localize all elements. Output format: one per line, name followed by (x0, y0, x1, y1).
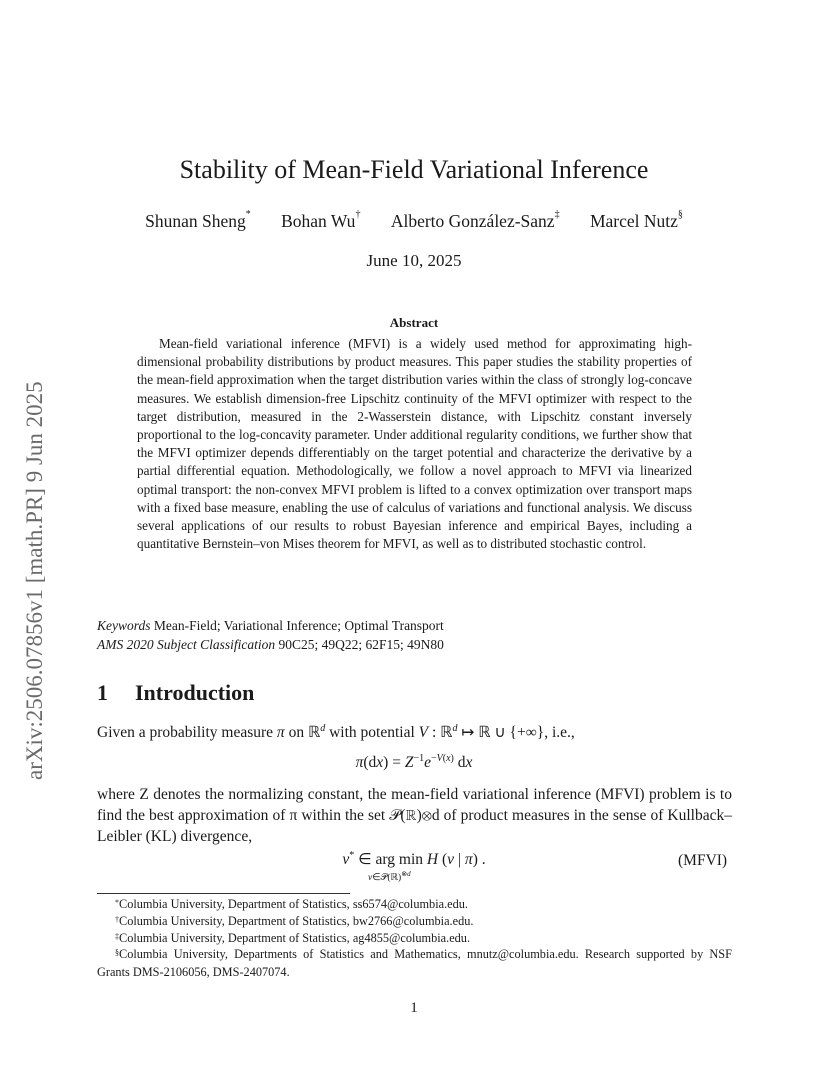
paper-title: Stability of Mean-Field Variational Inference (179, 155, 649, 184)
equation-tag: (MFVI) (678, 852, 728, 869)
author: Marcel Nutz§ (589, 209, 683, 231)
ams-label: AMS 2020 Subject Classification (97, 637, 276, 652)
section-heading (97, 680, 254, 706)
abstract-heading: Abstract (389, 315, 439, 330)
ams-classification (97, 637, 444, 653)
section-title: Introduction (135, 680, 255, 705)
page-number: 1 (410, 1000, 418, 1016)
section-number: 1 (97, 680, 108, 705)
author: Alberto González-Sanz‡ (390, 209, 560, 231)
intro-paragraph-1: Given a probability measure π on ℝ$^d$ with potential V : ℝ$^d$ ↦ ℝ ∪ {+∞}, i.e., (97, 723, 575, 742)
publication-date: June 10, 2025 (366, 251, 462, 270)
ams-codes: 90C25; 49Q22; 62F15; 49N80 (278, 637, 444, 652)
keywords-label: Keywords (97, 618, 151, 633)
keywords-text: Mean-Field; Variational Inference; Optimal Transport (153, 618, 444, 633)
author: Shunan Sheng* (145, 209, 251, 231)
arxiv-id: arXiv:2506.07856v1 [math.PR] 9 Jun 2025 (22, 381, 47, 780)
abstract-text: Mean-field variational inference (MFVI) is a widely used method for approximating high-dimensional probability distributions by product measures. This paper studies the stability properties of the mean-field approximation when the target distribution varies within the class of strongly log-concave measures. We establish dimension-free Lipschitz continuity of the MFVI optimizer with respect to the target distribution, measured in the 2-Wasserstein distance, with Lipschitz constant inversely proportional to the log-concavity parameter. Under additional regularity conditions, we further show that the MFVI optimizer depends differentiably on the target potential and characterize the derivative by a partial differential equation. Methodologically, we follow a novel approach to MFVI via linearized optimal transport: the non-convex MFVI problem is lifted to a convex optimization over transport maps with a fixed base measure, enabling the use of calculus of variations and functional analysis. We discuss several applications of our results to robust Bayesian inference and empirical Bayes, including a quantitative Bernstein–von Mises theorem for MFVI, as well as to distributed stochastic control. (137, 336, 692, 552)
footnote: §Columbia University, Departments of Statistics and Mathematics, mnutz@columbia.edu. Research supported by NSF Grants DMS-2106056, DMS-2407074. (97, 947, 732, 979)
keywords (97, 618, 444, 634)
density-equation: $\pi(dx) = Z^{-1}e^{-V(x)}$ dx (355, 753, 473, 772)
intro-paragraph-2: where Z denotes the normalizing constant, the mean-field variational inference (MFVI) problem is to find the best approximation of π within the set 𝒫(ℝ)⊗d of product measures in the sense of Kullback–Leibler (KL) divergence, (97, 786, 732, 845)
mfvi-equation: ν* ∈ arg min H (ν | π) . ν∈𝒫(ℝ)$^{\otimes d}$ (342, 850, 486, 884)
footnote: ‡Columbia University, Department of Statistics, ag4855@columbia.edu. (115, 931, 471, 945)
footnote-divider (97, 893, 350, 894)
author: Bohan Wu† (281, 209, 361, 231)
footnote: *Columbia University, Department of Statistics, ss6574@columbia.edu. (115, 897, 468, 911)
footnote: †Columbia University, Department of Statistics, bw2766@columbia.edu. (115, 914, 474, 928)
arxiv-sidebar (22, 300, 48, 780)
author-list (0, 211, 828, 232)
